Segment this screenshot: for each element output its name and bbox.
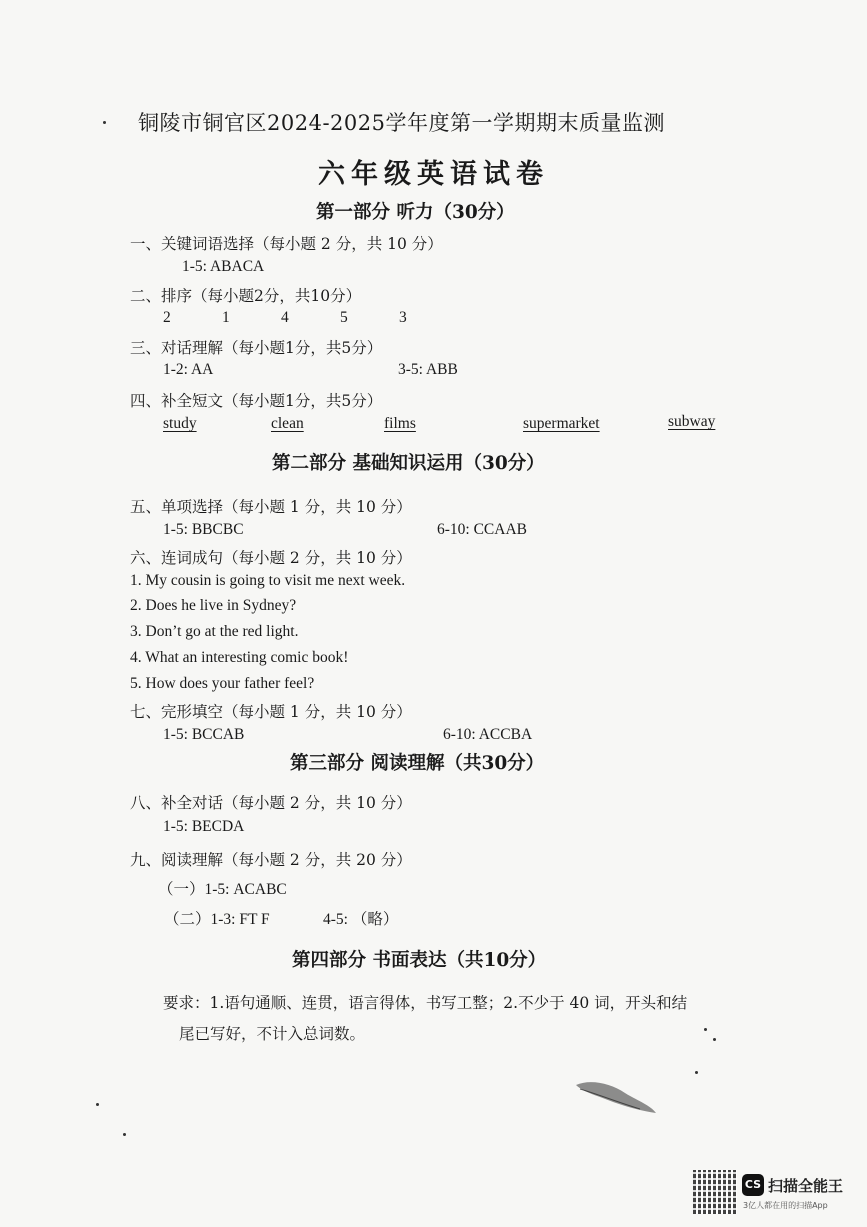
document-header: 铜陵市铜官区2024-2025学年度第一学期期末质量监测 xyxy=(138,111,665,135)
seq-item: 2 xyxy=(163,309,171,326)
q8-label: 八、补全对话（每小题 2 分，共 10 分） xyxy=(130,794,412,812)
scan-speck xyxy=(123,1133,126,1136)
q5-label: 五、单项选择（每小题 1 分，共 10 分） xyxy=(130,498,412,516)
q6-sentence: 5. How does your father feel? xyxy=(130,675,315,692)
q1-label: 一、关键词语选择（每小题 2 分，共 10 分） xyxy=(130,235,443,253)
q6-label: 六、连词成句（每小题 2 分，共 10 分） xyxy=(130,549,412,567)
q7-answer-b: 6-10: ACCBA xyxy=(443,726,533,743)
scanner-tagline: 3亿人都在用的扫描App xyxy=(743,1201,828,1210)
seq-item: 3 xyxy=(399,309,407,326)
qr-code-icon xyxy=(693,1170,737,1214)
part3-title: 第三部分 阅读理解（共30分） xyxy=(290,753,545,774)
q8-answer: 1-5: BECDA xyxy=(163,818,245,835)
scan-smudge xyxy=(570,1075,660,1120)
seq-item: 4 xyxy=(281,309,289,326)
q4-word: supermarket xyxy=(523,415,600,432)
seq-item: 1 xyxy=(222,309,230,326)
q6-sentence: 4. What an interesting comic book! xyxy=(130,649,349,666)
part2-title: 第二部分 基础知识运用（30分） xyxy=(272,453,545,474)
q2-label: 二、排序（每小题2分，共10分） xyxy=(130,287,362,305)
writing-requirement-line2: 尾已写好，不计入总词数。 xyxy=(179,1025,366,1043)
q7-label: 七、完形填空（每小题 1 分，共 10 分） xyxy=(130,703,412,721)
q4-word: clean xyxy=(271,415,304,432)
q9-sub2-a: （二）1-3: FT F xyxy=(164,911,270,928)
q5-answer-b: 6-10: CCAAB xyxy=(437,521,527,538)
part1-title: 第一部分 听力（30分） xyxy=(316,202,515,223)
q7-answer-a: 1-5: BCCAB xyxy=(163,726,245,743)
q4-word: films xyxy=(384,415,416,432)
scan-speck xyxy=(103,121,106,124)
q3-label: 三、对话理解（每小题1分，共5分） xyxy=(130,339,383,357)
scanner-logo: CS xyxy=(742,1174,764,1196)
q3-answer-a: 1-2: AA xyxy=(163,361,214,378)
part4-title: 第四部分 书面表达（共10分） xyxy=(292,950,547,971)
scan-speck xyxy=(695,1071,698,1074)
q5-answer-a: 1-5: BBCBC xyxy=(163,521,244,538)
q9-sub1: （一）1-5: ACABC xyxy=(158,881,287,898)
q1-answer: 1-5: ABACA xyxy=(182,258,265,275)
scanner-brand: 扫描全能王 xyxy=(768,1177,844,1195)
q6-sentence: 1. My cousin is going to visit me next week. xyxy=(130,572,406,589)
seq-item: 5 xyxy=(340,309,348,326)
scan-speck xyxy=(96,1103,99,1106)
q6-sentence: 3. Don’t go at the red light. xyxy=(130,623,299,640)
scanner-watermark xyxy=(693,1170,863,1220)
q4-word: subway xyxy=(668,413,716,430)
q9-label: 九、阅读理解（每小题 2 分，共 20 分） xyxy=(130,851,412,869)
q3-answer-b: 3-5: ABB xyxy=(398,361,458,378)
q6-sentence: 2. Does he live in Sydney? xyxy=(130,597,297,614)
exam-title: 六年级英语试卷 xyxy=(318,159,549,190)
q9-sub2-b: 4-5: （略） xyxy=(323,911,399,928)
scan-speck xyxy=(713,1038,716,1041)
q4-word: study xyxy=(163,415,197,432)
q2-sequence xyxy=(163,309,458,327)
writing-requirement-line1: 要求：1.语句通顺、连贯，语言得体，书写工整；2.不少于 40 词，开头和结 xyxy=(163,994,688,1012)
scan-speck xyxy=(704,1028,707,1031)
q4-label: 四、补全短文（每小题1分，共5分） xyxy=(130,392,383,410)
